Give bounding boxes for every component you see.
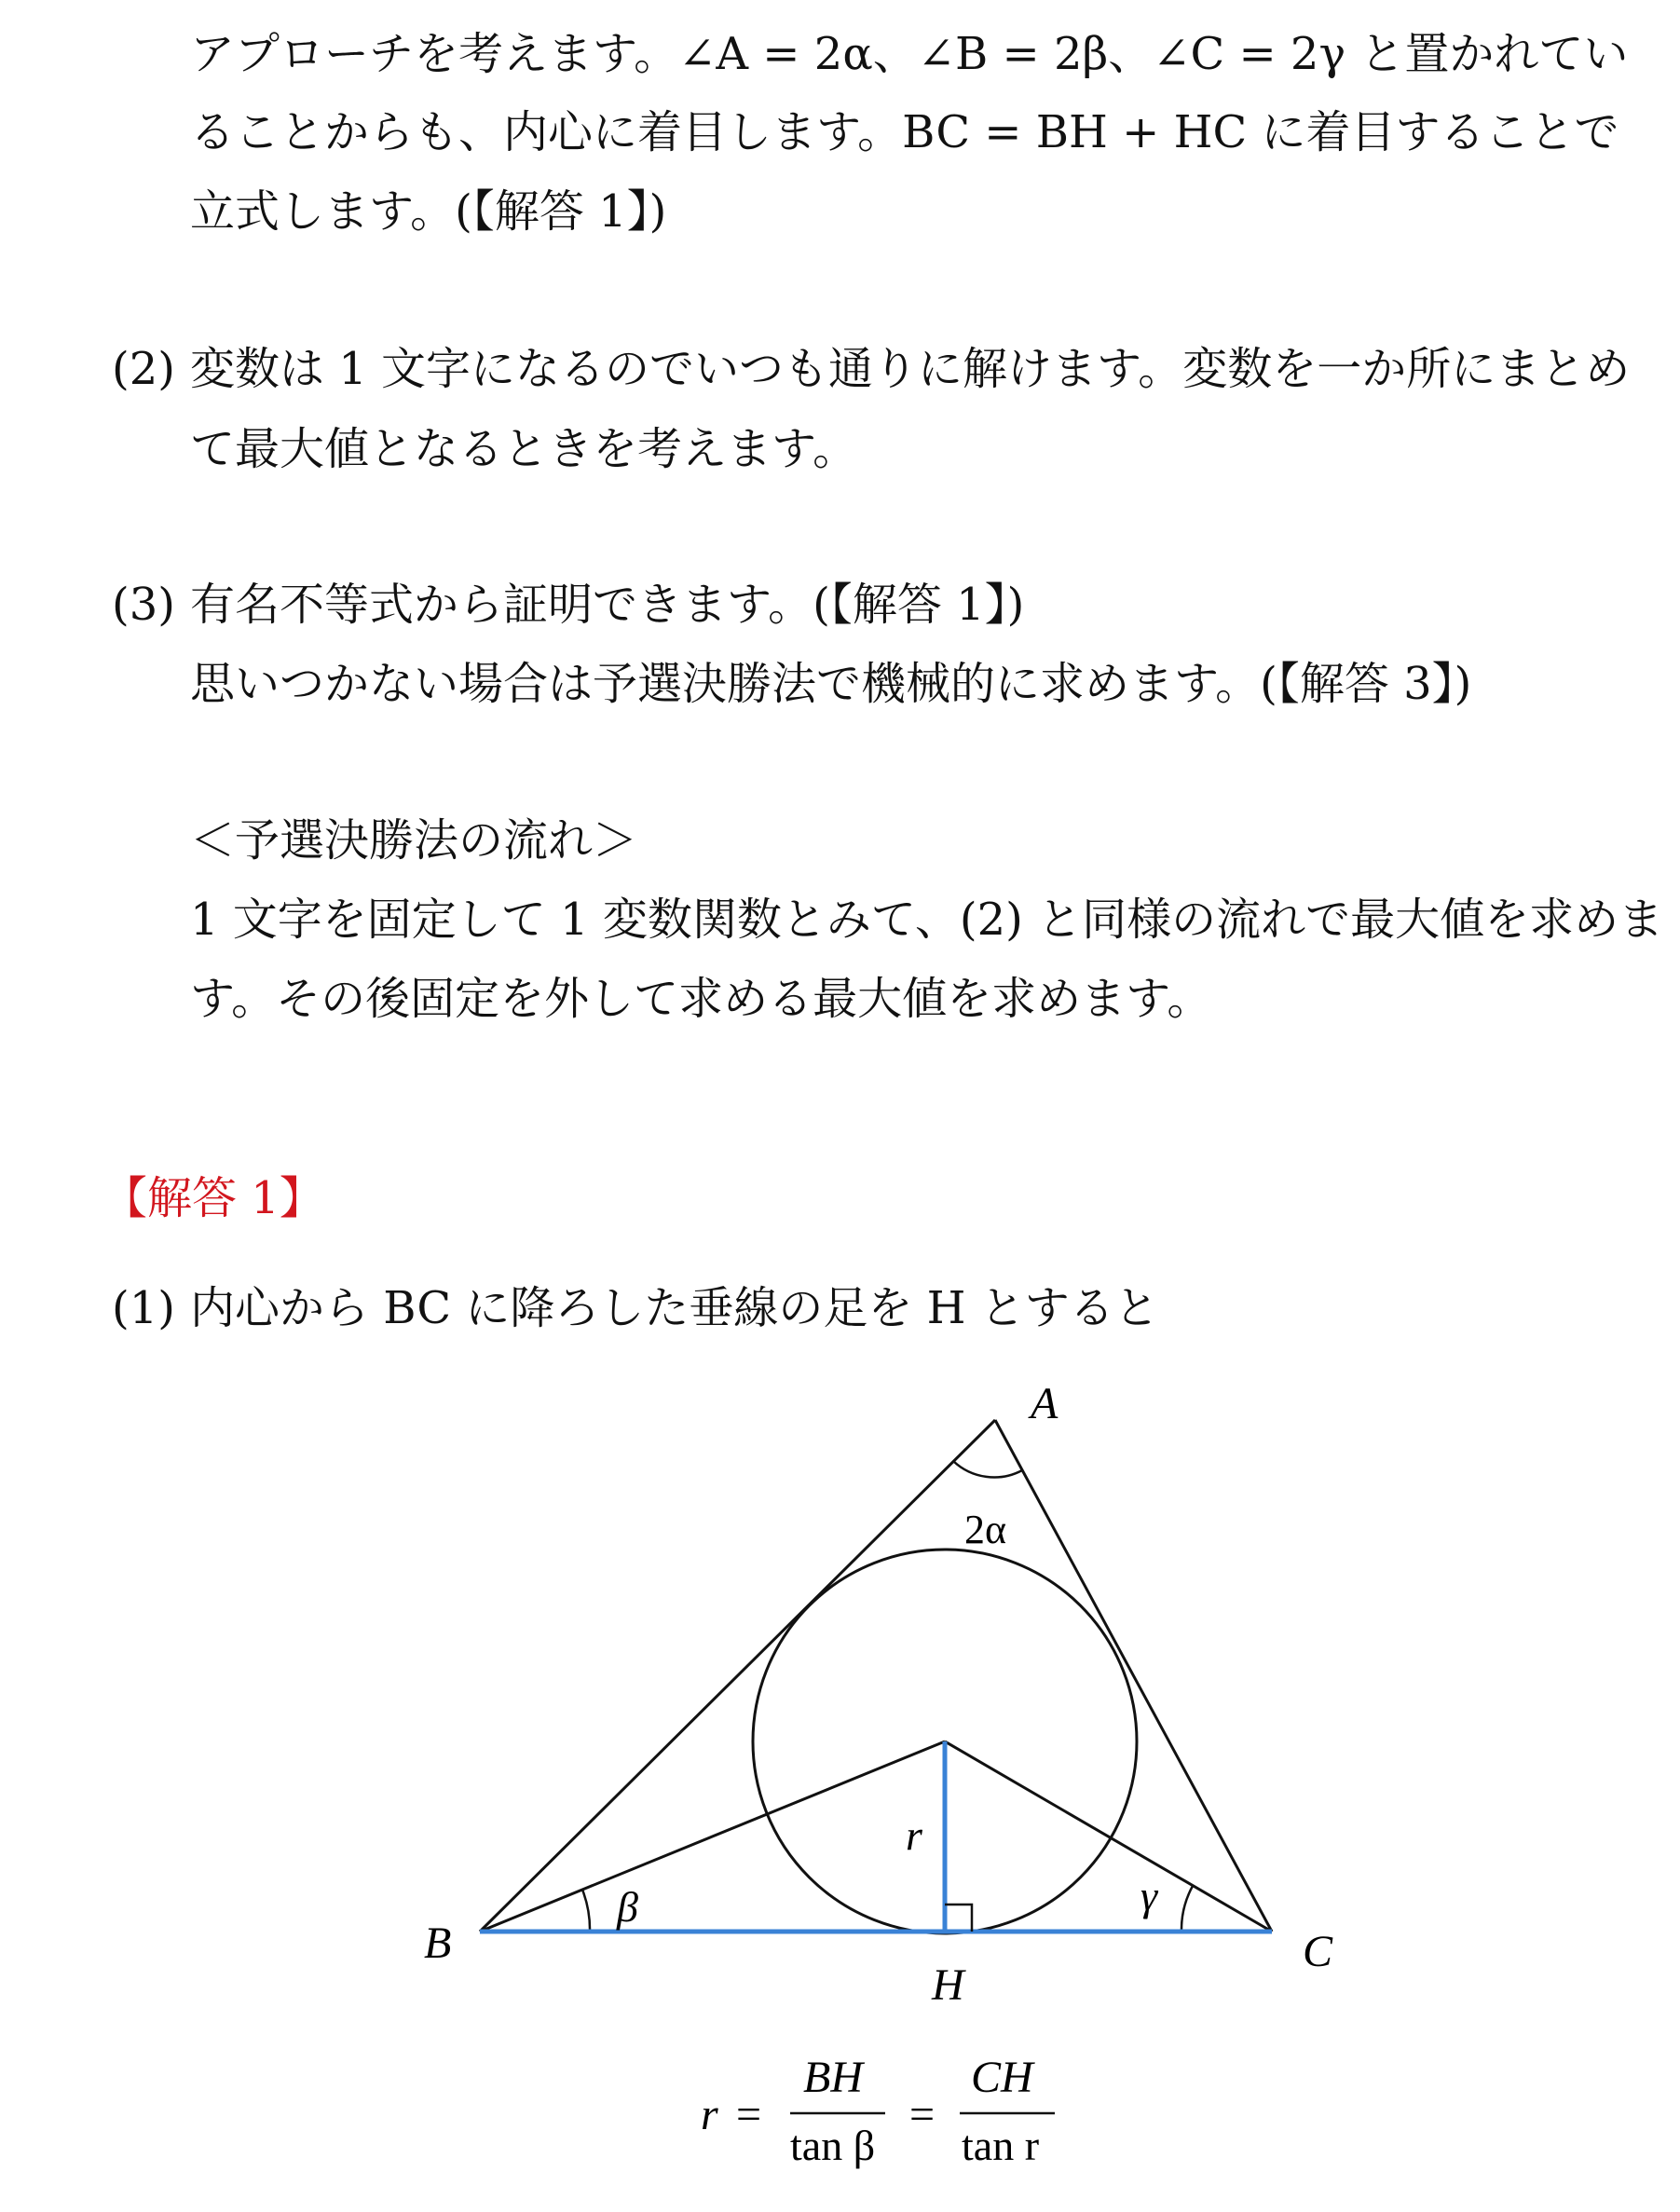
formula-fraction-1-denominator: tan β xyxy=(790,2122,876,2169)
label-gamma: γ xyxy=(1140,1872,1158,1919)
item-3-text-1: 有名不等式から証明できます。(【解答 1】) xyxy=(190,579,1025,631)
item-2-line-2: て最大値となるときを考えます。 xyxy=(190,423,858,475)
approach-line-1: アプローチを考えます。∠A = 2α、∠B = 2β、∠C = 2γ と置かれてい xyxy=(190,28,1629,80)
answer-1-number: (1) xyxy=(112,1282,175,1334)
formula-fraction-1-numerator: BH xyxy=(803,2053,863,2102)
formula-eq-1: = xyxy=(736,2090,762,2139)
label-angle-a: 2α xyxy=(964,1507,1007,1552)
label-r: r xyxy=(906,1811,922,1859)
item-3-line-2: 思いつかない場合は予選決勝法で機械的に求めます。(【解答 3】) xyxy=(190,658,1472,710)
label-a: A xyxy=(1031,1379,1059,1428)
item-3-number: (3) xyxy=(112,579,175,631)
approach-line-2: ることからも、内心に着目します。BC = BH + HC に着目することで xyxy=(190,106,1619,158)
formula-eq-2: = xyxy=(909,2090,936,2139)
formula-lhs: r xyxy=(701,2090,718,2139)
item-2-number: (2) xyxy=(112,343,175,395)
flow-line-1: 1 文字を固定して 1 変数関数とみて、(2) と同様の流れで最大値を求めま xyxy=(190,894,1664,946)
answer-1-heading: 【解答 1】 xyxy=(102,1172,324,1224)
label-b: B xyxy=(424,1918,452,1968)
formula-fraction-2-denominator: tan r xyxy=(962,2122,1040,2169)
label-h: H xyxy=(932,1960,964,2010)
answer-1-text: 内心から BC に降ろした垂線の足を H とすると xyxy=(190,1282,1159,1334)
flow-heading: ＜予選決勝法の流れ＞ xyxy=(190,814,638,867)
flow-line-2: す。その後固定を外して求める最大値を求めます。 xyxy=(190,973,1212,1025)
label-c: C xyxy=(1303,1927,1333,1976)
label-beta: β xyxy=(617,1883,638,1931)
formula-fraction-2-numerator: CH xyxy=(971,2053,1033,2102)
item-2-text-1: 変数は 1 文字になるのでいつも通りに解けます。変数を一か所にまとめ xyxy=(190,343,1631,395)
approach-line-3: 立式します。(【解答 1】) xyxy=(190,185,667,238)
